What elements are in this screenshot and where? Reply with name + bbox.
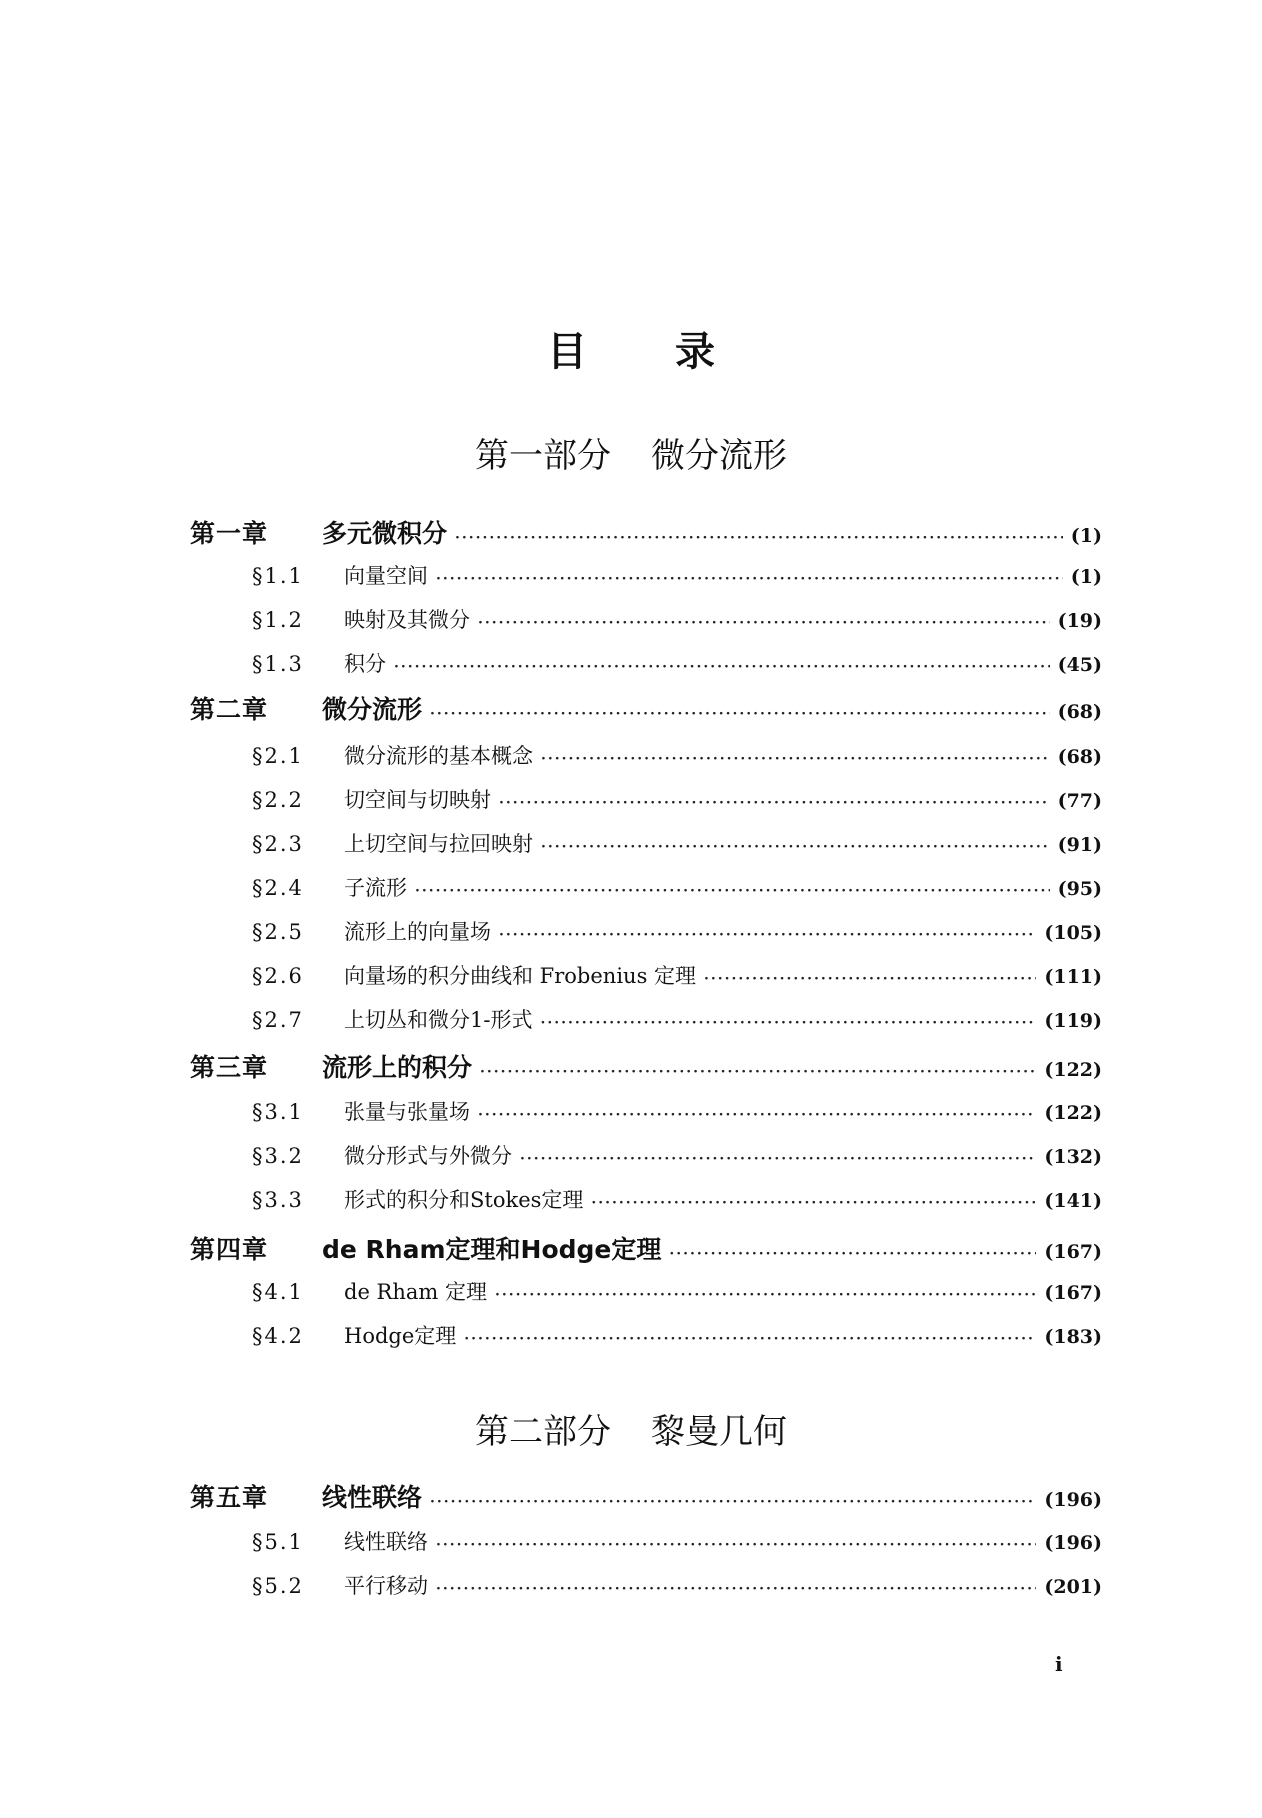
dot-leader (591, 1195, 1036, 1211)
toc-chapter-4 (190, 1230, 1102, 1270)
dot-leader (541, 751, 1050, 767)
section-title: Hodge定理 (344, 1324, 457, 1348)
section-title: 平行移动 (344, 1574, 428, 1598)
chapter-title: 微分流形 (322, 695, 423, 724)
toc-section-2-2 (252, 784, 1102, 820)
page-ref: (95) (1057, 878, 1102, 900)
toc-section-1-2 (252, 604, 1102, 640)
page-ref: (1) (1070, 525, 1102, 547)
page-ref: (122) (1044, 1059, 1102, 1081)
section-number: §5.1 (252, 1530, 304, 1554)
toc-section-2-5 (252, 916, 1102, 952)
section-number: §3.2 (252, 1144, 304, 1168)
dot-leader (415, 883, 1050, 899)
section-number: §2.1 (252, 744, 304, 768)
part-label: 第一部分 (475, 436, 611, 476)
page-ref: (45) (1057, 654, 1102, 676)
page-title-right: 录 (675, 329, 715, 375)
page-ref: (201) (1044, 1576, 1102, 1598)
dot-leader (499, 795, 1050, 811)
page-ref: (122) (1044, 1102, 1102, 1124)
part-name: 微分流形 (651, 436, 787, 476)
toc-chapter-2 (190, 690, 1102, 730)
chapter-title: 流形上的积分 (322, 1053, 473, 1082)
dot-leader (430, 706, 1050, 722)
page-ref: (91) (1057, 834, 1102, 856)
section-title: 微分流形的基本概念 (344, 744, 533, 768)
dot-leader (669, 1246, 1036, 1262)
page-ref: (167) (1044, 1241, 1102, 1263)
section-number: §2.5 (252, 920, 304, 944)
section-number: §5.2 (252, 1574, 304, 1598)
page-ref: (132) (1044, 1146, 1102, 1168)
section-title: 上切丛和微分1-形式 (344, 1008, 533, 1032)
section-title: 子流形 (344, 876, 407, 900)
toc-chapter-3 (190, 1048, 1102, 1088)
page-ref: (105) (1044, 922, 1102, 944)
section-title: 向量场的积分曲线和 Frobenius 定理 (344, 964, 697, 988)
page-number: i (1055, 1652, 1063, 1676)
toc-section-2-1 (252, 740, 1102, 776)
toc-section-5-2 (252, 1570, 1102, 1606)
toc-section-5-1 (252, 1526, 1102, 1562)
section-number: §1.3 (252, 652, 304, 676)
toc-section-4-2 (252, 1320, 1102, 1356)
section-number: §2.4 (252, 876, 304, 900)
part-two-heading (0, 1404, 1262, 1453)
dot-leader (478, 1107, 1036, 1123)
chapter-number: 第五章 (190, 1483, 269, 1512)
part-name: 黎曼几何 (651, 1412, 787, 1452)
dot-leader (520, 1151, 1036, 1167)
part-label: 第二部分 (475, 1412, 611, 1452)
toc-chapter-1 (190, 514, 1102, 554)
page-ref: (68) (1057, 746, 1102, 768)
section-title: 流形上的向量场 (344, 920, 491, 944)
chapter-number: 第四章 (190, 1235, 269, 1264)
toc-section-3-3 (252, 1184, 1102, 1220)
page-ref: (1) (1070, 566, 1102, 588)
dot-leader (495, 1287, 1036, 1303)
toc-chapter-5 (190, 1478, 1102, 1518)
toc-section-2-6 (252, 960, 1102, 996)
page-title (0, 320, 1262, 377)
page-ref: (111) (1044, 966, 1102, 988)
dot-leader (394, 659, 1050, 675)
section-number: §1.1 (252, 564, 304, 588)
page-ref: (183) (1044, 1326, 1102, 1348)
page-ref: (19) (1057, 610, 1102, 632)
section-title: 微分形式与外微分 (344, 1144, 512, 1168)
section-title: 线性联络 (344, 1530, 428, 1554)
section-number: §2.7 (252, 1008, 304, 1032)
section-title: 张量与张量场 (344, 1100, 470, 1124)
toc-section-3-2 (252, 1140, 1102, 1176)
page-ref: (119) (1044, 1010, 1102, 1032)
section-title: de Rham 定理 (344, 1280, 487, 1304)
dot-leader (436, 1581, 1036, 1597)
section-title: 切空间与切映射 (344, 788, 491, 812)
section-title: 积分 (344, 652, 386, 676)
dot-leader (455, 530, 1063, 546)
page-ref: (167) (1044, 1282, 1102, 1304)
section-title: 上切空间与拉回映射 (344, 832, 533, 856)
section-title: 形式的积分和Stokes定理 (344, 1188, 584, 1212)
chapter-title: 多元微积分 (322, 519, 448, 548)
chapter-number: 第三章 (190, 1053, 269, 1082)
section-number: §1.2 (252, 608, 304, 632)
chapter-number: 第一章 (190, 519, 269, 548)
toc-section-2-3 (252, 828, 1102, 864)
section-number: §3.3 (252, 1188, 304, 1212)
section-number: §4.1 (252, 1280, 304, 1304)
toc-section-2-4 (252, 872, 1102, 908)
page-ref: (68) (1057, 701, 1102, 723)
section-number: §2.3 (252, 832, 304, 856)
chapter-title: 线性联络 (322, 1483, 423, 1512)
page-ref: (196) (1044, 1489, 1102, 1511)
dot-leader (499, 927, 1036, 943)
dot-leader (541, 839, 1050, 855)
section-number: §3.1 (252, 1100, 304, 1124)
dot-leader (464, 1331, 1036, 1347)
dot-leader (436, 571, 1063, 587)
chapter-number: 第二章 (190, 695, 269, 724)
dot-leader (704, 971, 1036, 987)
dot-leader (480, 1064, 1036, 1080)
chapter-title: de Rham定理和Hodge定理 (322, 1235, 662, 1264)
section-number: §2.2 (252, 788, 304, 812)
toc-section-4-1 (252, 1276, 1102, 1312)
section-number: §4.2 (252, 1324, 304, 1348)
section-title: 映射及其微分 (344, 608, 470, 632)
toc-section-2-7 (252, 1004, 1102, 1040)
dot-leader (540, 1015, 1036, 1031)
dot-leader (478, 615, 1050, 631)
page-ref: (196) (1044, 1532, 1102, 1554)
section-number: §2.6 (252, 964, 304, 988)
dot-leader (430, 1494, 1036, 1510)
toc-section-1-3 (252, 648, 1102, 684)
toc-section-1-1 (252, 560, 1102, 596)
page-title-left: 目 (547, 329, 587, 375)
section-title: 向量空间 (344, 564, 428, 588)
part-one-heading (0, 428, 1262, 477)
page-ref: (141) (1044, 1190, 1102, 1212)
toc-section-3-1 (252, 1096, 1102, 1132)
page-ref: (77) (1057, 790, 1102, 812)
dot-leader (436, 1537, 1036, 1553)
